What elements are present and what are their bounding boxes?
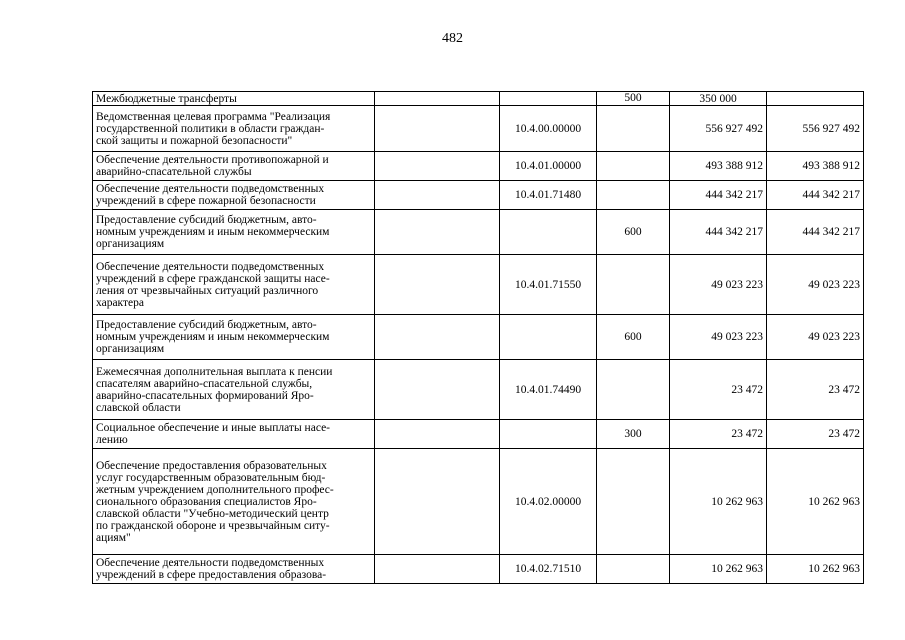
row-sum-1: 10 262 963 bbox=[670, 555, 767, 584]
row-code: 10.4.01.71550 bbox=[500, 255, 597, 315]
row-sum-2: 23 472 bbox=[767, 360, 864, 420]
table-row bbox=[93, 555, 864, 584]
empty-cell bbox=[375, 315, 500, 360]
row-type: 300 bbox=[597, 420, 670, 449]
row-sum-1: 49 023 223 bbox=[670, 315, 767, 360]
table-row bbox=[93, 315, 864, 360]
table-row bbox=[93, 255, 864, 315]
empty-cell bbox=[375, 555, 500, 584]
row-name: Обеспечение деятельности подведомственных учреждений в сфере пожарной безопасности bbox=[93, 181, 375, 210]
row-type bbox=[597, 360, 670, 420]
row-sum-2: 444 342 217 bbox=[767, 181, 864, 210]
row-sum-2: 49 023 223 bbox=[767, 255, 864, 315]
row-name: Межбюджетные трансферты bbox=[93, 92, 375, 106]
row-code: 10.4.02.00000 bbox=[500, 449, 597, 555]
table-row bbox=[93, 420, 864, 449]
row-sum-1: 10 262 963 bbox=[670, 449, 767, 555]
empty-cell bbox=[375, 106, 500, 152]
row-type: 500 bbox=[597, 92, 670, 106]
row-code: 10.4.01.71480 bbox=[500, 181, 597, 210]
empty-cell bbox=[375, 152, 500, 181]
row-type bbox=[597, 555, 670, 584]
row-type bbox=[597, 255, 670, 315]
row-sum-1: 493 388 912 bbox=[670, 152, 767, 181]
row-code: 10.4.00.00000 bbox=[500, 106, 597, 152]
row-sum-2: 556 927 492 bbox=[767, 106, 864, 152]
row-code bbox=[500, 210, 597, 255]
empty-cell bbox=[375, 210, 500, 255]
row-name: Ежемесячная дополнительная выплата к пенсии спасателям аварийно-спасательной службы, аварийно-спасательных формирований Яро- славской области bbox=[93, 360, 375, 420]
row-name: Обеспечение предоставления образовательных услуг государственным образовательным бюд- жетным учреждением дополнительного профес- сионального образования специалистов Яро- славской области "Учебно-методический центр по гражданской обороне и чрезвычайным ситу- ациям" bbox=[93, 449, 375, 555]
row-code: 10.4.01.00000 bbox=[500, 152, 597, 181]
row-sum-2: 444 342 217 bbox=[767, 210, 864, 255]
row-type bbox=[597, 152, 670, 181]
empty-cell bbox=[375, 255, 500, 315]
row-sum-1: 23 472 bbox=[670, 420, 767, 449]
row-type bbox=[597, 106, 670, 152]
row-name: Предоставление субсидий бюджетным, авто- номным учреждениям и иным некоммерческим организациям bbox=[93, 315, 375, 360]
row-code: 10.4.01.74490 bbox=[500, 360, 597, 420]
table-row bbox=[93, 449, 864, 555]
table-row bbox=[93, 152, 864, 181]
table-row bbox=[93, 210, 864, 255]
row-code: 10.4.02.71510 bbox=[500, 555, 597, 584]
row-type bbox=[597, 449, 670, 555]
row-name: Предоставление субсидий бюджетным, авто- номным учреждениям и иным некоммерческим организациям bbox=[93, 210, 375, 255]
table-row bbox=[93, 106, 864, 152]
page-number: 482 bbox=[442, 31, 463, 46]
empty-cell bbox=[375, 181, 500, 210]
row-name: Обеспечение деятельности противопожарной и аварийно-спасательной службы bbox=[93, 152, 375, 181]
row-type bbox=[597, 181, 670, 210]
empty-cell bbox=[375, 92, 500, 106]
row-code bbox=[500, 315, 597, 360]
row-sum-1: 556 927 492 bbox=[670, 106, 767, 152]
row-code bbox=[500, 420, 597, 449]
row-sum-2: 493 388 912 bbox=[767, 152, 864, 181]
row-sum-2: 10 262 963 bbox=[767, 555, 864, 584]
empty-cell bbox=[375, 360, 500, 420]
budget-table bbox=[92, 91, 864, 584]
row-type: 600 bbox=[597, 315, 670, 360]
row-name: Обеспечение деятельности подведомственных учреждений в сфере предоставления образова- bbox=[93, 555, 375, 584]
row-name: Обеспечение деятельности подведомственных учреждений в сфере гражданской защиты насе- ления от чрезвычайных ситуаций различного характера bbox=[93, 255, 375, 315]
table-row bbox=[93, 360, 864, 420]
row-sum-1: 350 000 bbox=[670, 92, 767, 106]
row-sum-1: 23 472 bbox=[670, 360, 767, 420]
row-sum-2: 49 023 223 bbox=[767, 315, 864, 360]
table-row bbox=[93, 92, 864, 106]
row-name: Ведомственная целевая программа "Реализация государственной политики в области граждан- ской защиты и пожарной безопасности" bbox=[93, 106, 375, 152]
row-sum-1: 444 342 217 bbox=[670, 181, 767, 210]
row-sum-2: 23 472 bbox=[767, 420, 864, 449]
row-sum-1: 49 023 223 bbox=[670, 255, 767, 315]
empty-cell bbox=[375, 420, 500, 449]
row-type: 600 bbox=[597, 210, 670, 255]
row-sum-2: 10 262 963 bbox=[767, 449, 864, 555]
row-sum-1: 444 342 217 bbox=[670, 210, 767, 255]
table-row bbox=[93, 181, 864, 210]
row-name: Социальное обеспечение и иные выплаты насе- лению bbox=[93, 420, 375, 449]
empty-cell bbox=[375, 449, 500, 555]
row-code bbox=[500, 92, 597, 106]
row-sum-2 bbox=[767, 92, 864, 106]
